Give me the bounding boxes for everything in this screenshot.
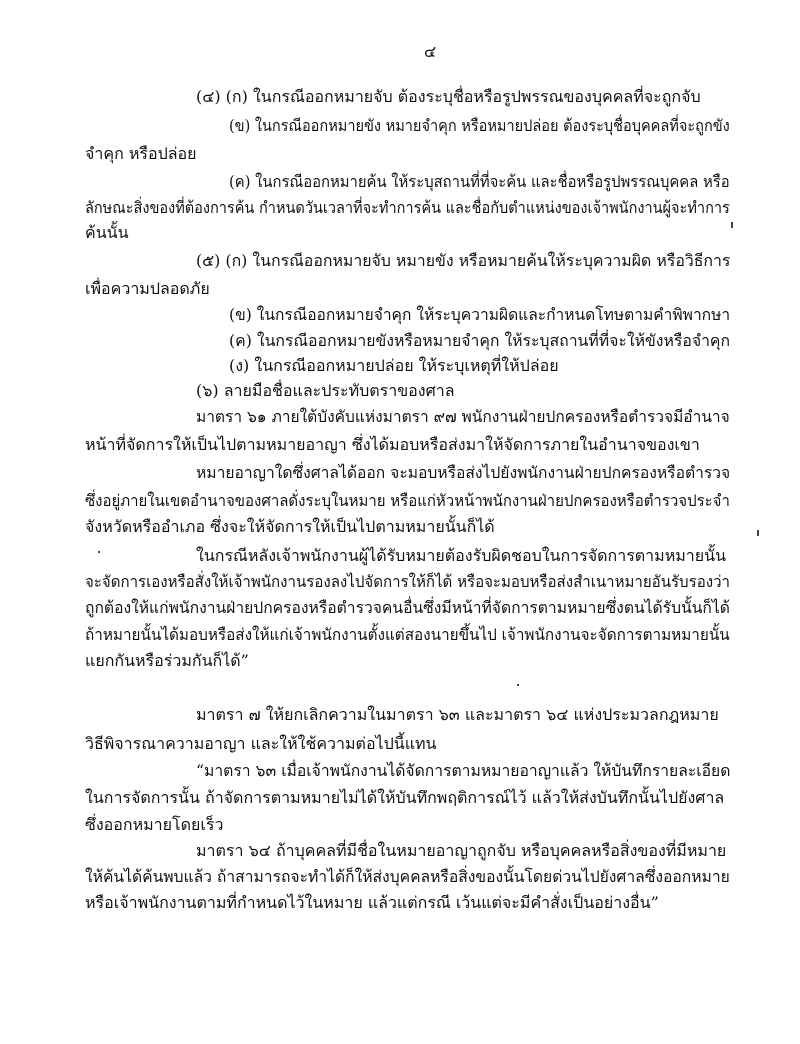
text-line: มาตรา ๖๑ ภายใต้บังคับแห่งมาตรา ๙๗ พนักงานฝ่ายปกครองหรือตำรวจมีอำนาจ <box>196 407 730 426</box>
text-line: (ง) ในกรณีออกหมายปล่อย ให้ระบุเหตุที่ให้ปล่อย <box>229 356 559 375</box>
text-line: (ค) ในกรณีออกหมายขังหรือหมายจำคุก ให้ระบุสถานที่ที่จะให้ขังหรือจำคุก <box>229 331 731 350</box>
text-line: จำคุก หรือปล่อย <box>85 144 197 163</box>
text-line: มาตรา ๗ ให้ยกเลิกความในมาตรา ๖๓ และมาตรา ๖๔ แห่งประมวลกฎหมาย <box>196 705 719 724</box>
text-line: ซึ่งออกหมายโดยเร็ว <box>85 815 224 834</box>
text-line: มาตรา ๖๔ ถ้าบุคคลที่มีชื่อในหมายอาญาถูกจับ หรือบุคคลหรือสิ่งของที่มีหมาย <box>196 841 727 860</box>
text-line: ลักษณะสิ่งของที่ต้องการค้น กำหนดวันเวลาที่จะทำการค้น และชื่อกับตำแหน่งของเจ้าพนักงานผู้จะทำการ <box>85 198 730 217</box>
page-number: ๔ <box>424 42 437 61</box>
scan-speck <box>757 530 759 536</box>
text-line: จังหวัดหรืออำเภอ ซึ่งจะให้จัดการให้เป็นไปตามหมายนั้นก็ได้ <box>85 517 495 536</box>
scan-speck <box>517 684 519 686</box>
text-line: แยกกันหรือร่วมกันก็ได้” <box>85 651 249 670</box>
text-line: ซึ่งอยู่ภายในเขตอำนาจของศาลดั่งระบุในหมาย หรือแก่หัวหน้าพนักงานฝ่ายปกครองหรือตำรวจประจำ <box>85 491 730 510</box>
text-line: ในการจัดการนั้น ถ้าจัดการตามหมายไม่ได้ให้บันทึกพฤติการณ์ไว้ แล้วให้ส่งบันทึกนั้นไปยังศาล <box>85 788 725 807</box>
text-line: ในกรณีหลังเจ้าพนักงานผู้ได้รับหมายต้องรับผิดชอบในการจัดการตามหมายนั้น <box>196 546 727 565</box>
text-line: วิธีพิจารณาความอาญา และให้ใช้ความต่อไปนี้แทน <box>85 734 437 753</box>
text-line: ค้นนั้น <box>85 223 129 242</box>
text-line: หน้าที่จัดการให้เป็นไปตามหมายอาญา ซึ่งได้มอบหรือส่งมาให้จัดการภายในอำนาจของเขา <box>85 435 700 454</box>
text-line: (ข) ในกรณีออกหมายจำคุก ให้ระบุความผิดและกำหนดโทษตามคำพิพากษา <box>229 305 731 324</box>
text-line: ถ้าหมายนั้นได้มอบหรือส่งให้แก่เจ้าพนักงานตั้งแต่สองนายขึ้นไป เจ้าพนักงานจะจัดการตามหมายนั้น <box>85 625 730 644</box>
text-line: (ค) ในกรณีออกหมายค้น ให้ระบุสถานที่ที่จะค้น และชื่อหรือรูปพรรณบุคคล หรือ <box>229 172 730 191</box>
text-line: (๔) (ก) ในกรณีออกหมายจับ ต้องระบุชื่อหรือรูปพรรณของบุคคลที่จะถูกจับ <box>196 87 701 106</box>
scan-speck <box>98 551 100 553</box>
text-line: (๕) (ก) ในกรณีออกหมายจับ หมายขัง หรือหมายค้นให้ระบุความผิด หรือวิธีการ <box>196 251 731 270</box>
text-line: ให้ค้นได้ค้นพบแล้ว ถ้าสามารถจะทำได้ก็ให้ส่งบุคคลหรือสิ่งของนั้นโดยด่วนไปยังศาลซึ่งออกหมาย <box>85 867 730 886</box>
text-line: หรือเจ้าพนักงานตามที่กำหนดไว้ในหมาย แล้วแต่กรณี เว้นแต่จะมีคำสั่งเป็นอย่างอื่น” <box>85 893 659 912</box>
text-line: “มาตรา ๖๓ เมื่อเจ้าพนักงานได้จัดการตามหมายอาญาแล้ว ให้บันทึกรายละเอียด <box>196 761 731 780</box>
text-line: ถูกต้องให้แก่พนักงานฝ่ายปกครองหรือตำรวจคนอื่นซึ่งมีหน้าที่จัดการตามหมายซึ่งตนได้รับนั้นก็ได้ <box>85 598 730 617</box>
text-line: จะจัดการเองหรือสั่งให้เจ้าพนักงานรองลงไปจัดการให้ก็ได้ หรือจะมอบหรือส่งสำเนาหมายอันรับรองว่า <box>85 572 730 591</box>
text-line: (ข) ในกรณีออกหมายขัง หมายจำคุก หรือหมายปล่อย ต้องระบุชื่อบุคคลที่จะถูกขัง <box>229 116 730 135</box>
text-line: เพื่อความปลอดภัย <box>85 279 210 298</box>
scan-speck <box>731 222 733 228</box>
text-line: หมายอาญาใดซึ่งศาลได้ออก จะมอบหรือส่งไปยังพนักงานฝ่ายปกครองหรือตำรวจ <box>196 463 731 482</box>
text-line: (๖) ลายมือชื่อและประทับตราของศาล <box>196 381 455 400</box>
